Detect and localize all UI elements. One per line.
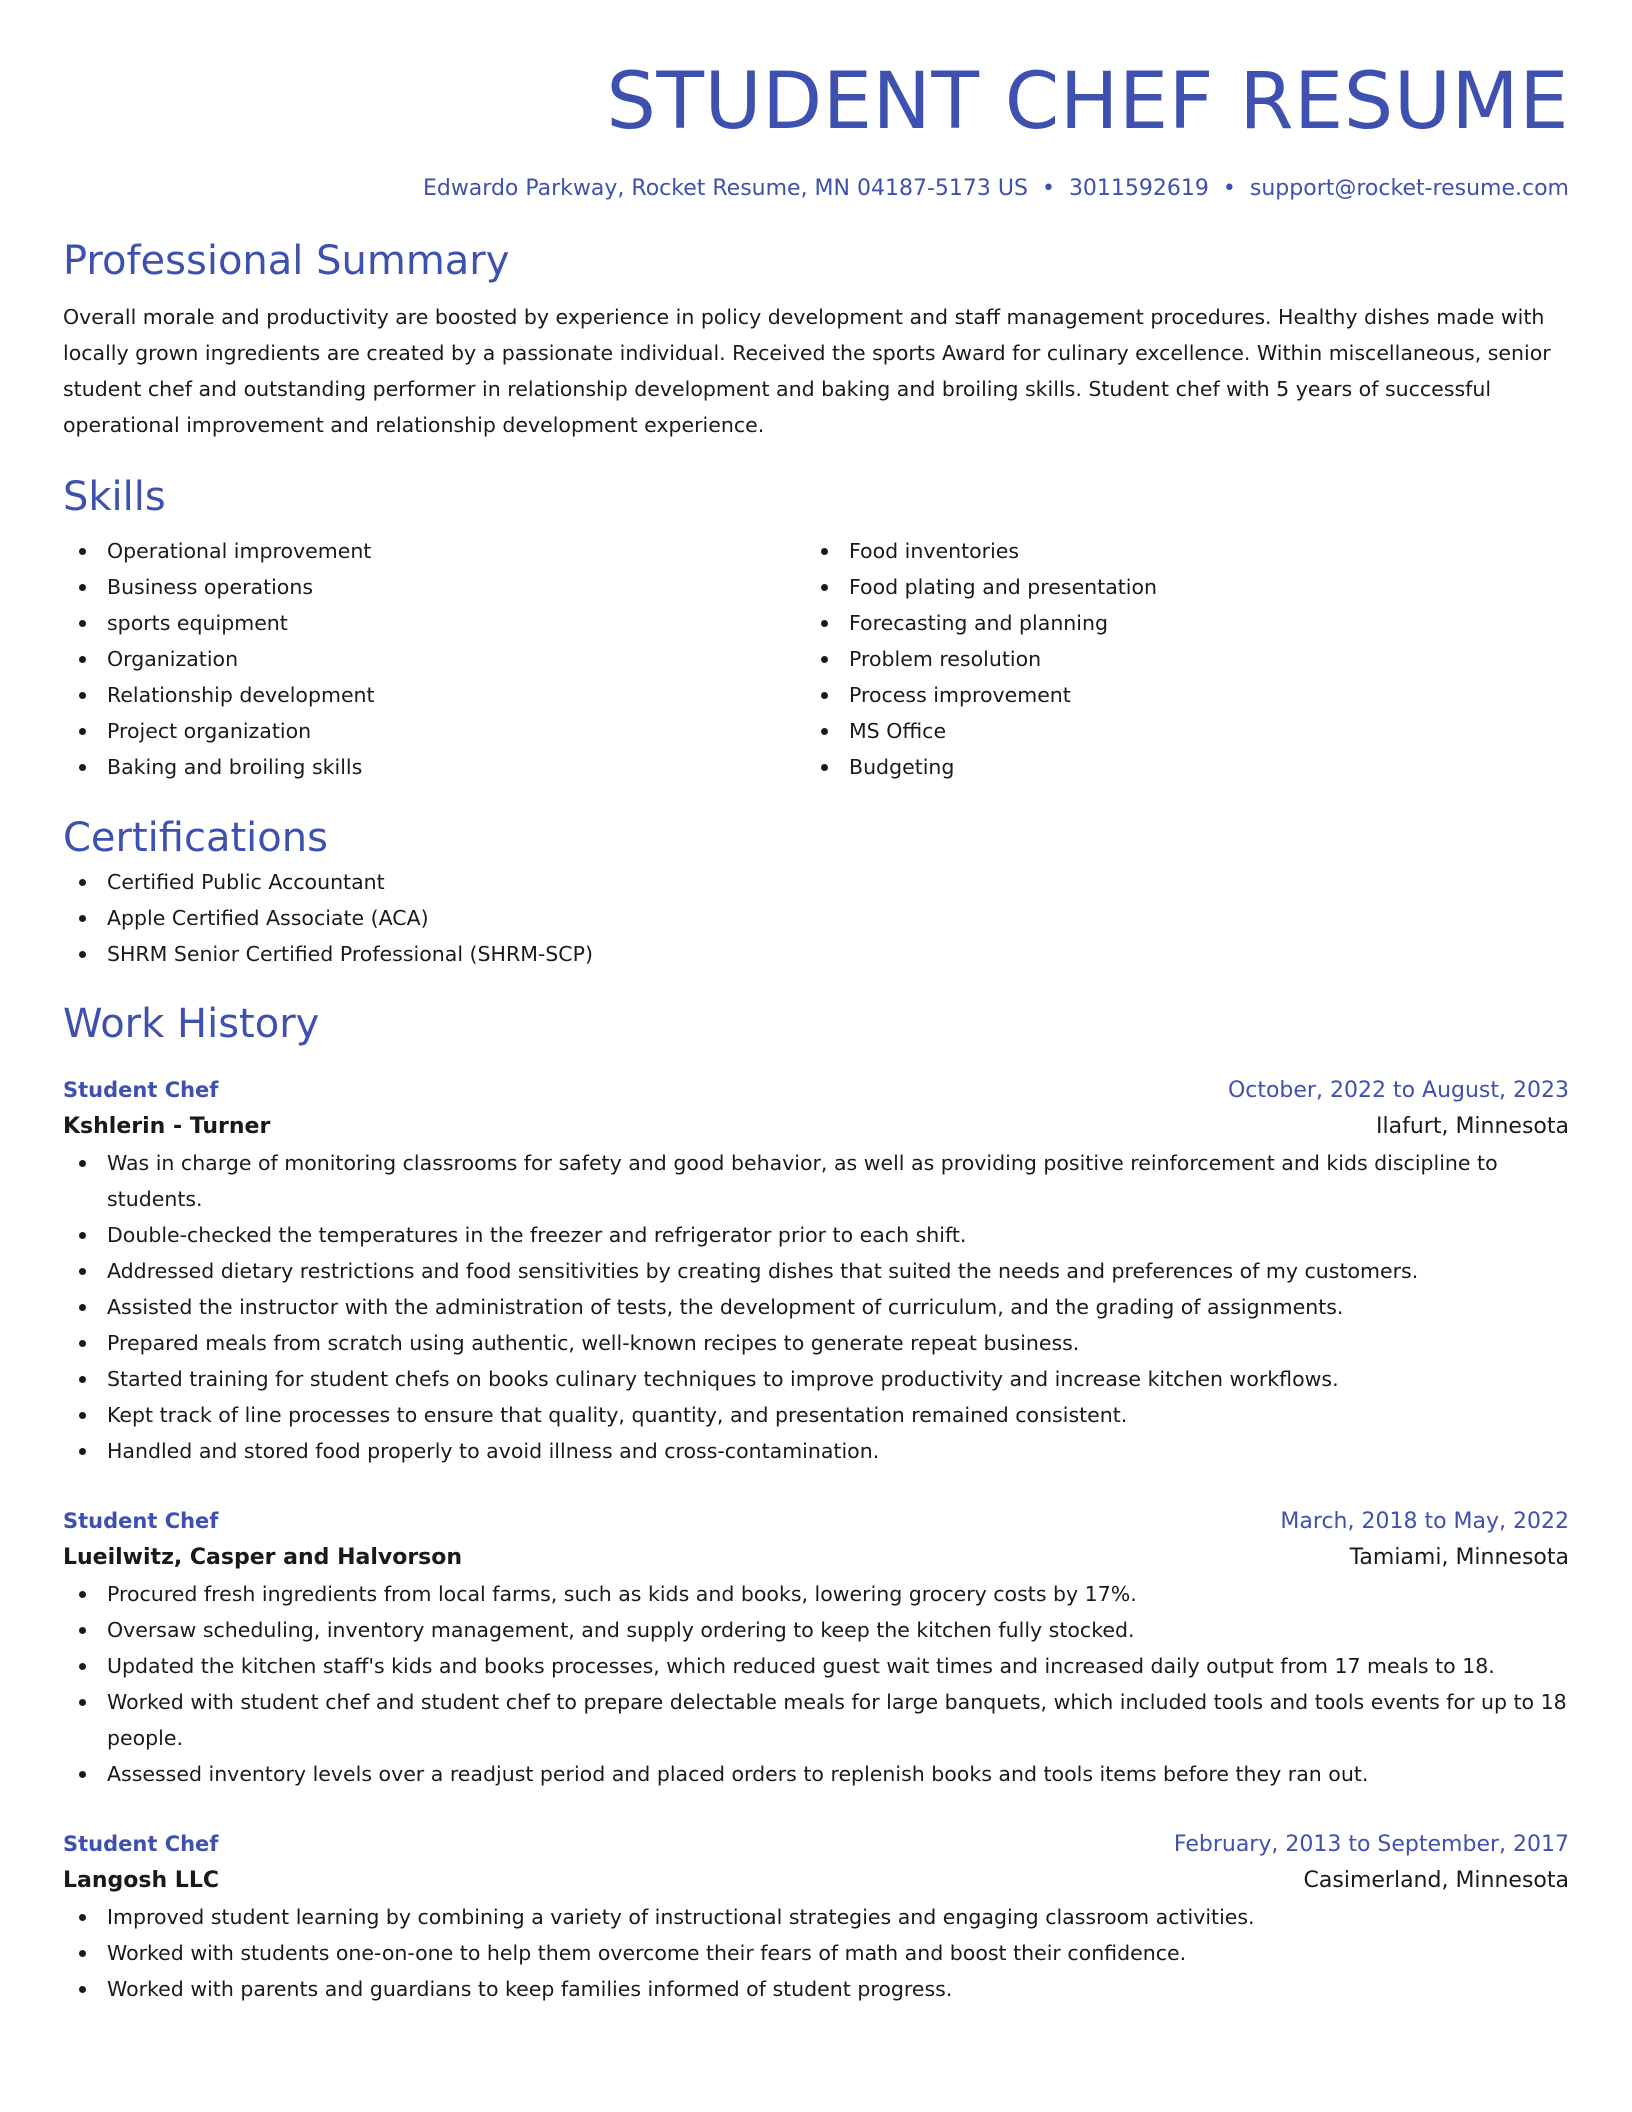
contact-address: Edwardo Parkway, Rocket Resume, MN 04187-5173 US — [422, 176, 1028, 201]
list-item — [63, 1648, 1569, 1684]
bullet-icon — [79, 1268, 86, 1275]
bullet-icon — [79, 1304, 86, 1311]
bullet-icon — [79, 1591, 86, 1598]
list-item — [63, 569, 805, 605]
list-item — [63, 1756, 1569, 1792]
job-location: Ilafurt, Minnesota — [1376, 1114, 1569, 1139]
skill-label: Baking and broiling skills — [107, 755, 363, 779]
duty-text: Prepared meals from scratch using authentic, well-known recipes to generate repeat business. — [107, 1331, 1080, 1355]
list-item — [805, 677, 1547, 713]
duty-text: Worked with students one-on-one to help them overcome their fears of math and boost their confidence. — [107, 1941, 1187, 1965]
duty-text: Addressed dietary restrictions and food sensitivities by creating dishes that suited the needs and preferences of my customers. — [107, 1259, 1419, 1283]
bullet-icon — [821, 656, 828, 663]
duty-text: Started training for student chefs on books culinary techniques to improve productivity and increase kitchen workflows. — [107, 1367, 1339, 1391]
skill-label: Food plating and presentation — [849, 575, 1158, 599]
list-item — [805, 713, 1547, 749]
job-location: Casimerland, Minnesota — [1303, 1868, 1569, 1893]
bullet-icon — [79, 1914, 86, 1921]
job-entry — [63, 1826, 1569, 2007]
summary-heading: Professional Summary — [63, 238, 510, 284]
bullet-icon — [79, 692, 86, 699]
bullet-icon — [79, 1448, 86, 1455]
list-item — [63, 1684, 1569, 1756]
certification-label: Apple Certified Associate (ACA) — [107, 906, 429, 930]
list-item — [63, 900, 1569, 936]
job-dates: October, 2022 to August, 2023 — [1227, 1078, 1569, 1103]
work-history-heading: Work History — [63, 1001, 320, 1047]
list-item — [63, 1253, 1569, 1289]
contact-separator: • — [1222, 176, 1236, 201]
duty-text: Improved student learning by combining a variety of instructional strategies and engaging classroom activities. — [107, 1905, 1255, 1929]
bullet-icon — [79, 951, 86, 958]
bullet-icon — [821, 692, 828, 699]
bullet-icon — [79, 548, 86, 555]
list-item — [63, 677, 805, 713]
skill-label: Organization — [107, 647, 239, 671]
duty-text: Assisted the instructor with the administration of tests, the development of curriculum, and the grading of assignments. — [107, 1295, 1344, 1319]
contact-separator: • — [1041, 176, 1055, 201]
job-duties-list — [63, 1576, 1569, 1792]
job-duties-list — [63, 1899, 1569, 2007]
duty-text: Updated the kitchen staff's kids and books processes, which reduced guest wait times and increased daily output from 17 meals to 18. — [107, 1654, 1495, 1678]
list-item — [63, 1576, 1569, 1612]
skill-label: Budgeting — [849, 755, 955, 779]
bullet-icon — [821, 620, 828, 627]
list-item — [63, 864, 1569, 900]
bullet-icon — [821, 764, 828, 771]
bullet-icon — [79, 764, 86, 771]
skills-list-left — [63, 533, 805, 785]
skills-column-left — [63, 533, 805, 785]
contact-phone: 3011592619 — [1068, 176, 1209, 201]
duty-text: Handled and stored food properly to avoid illness and cross-contamination. — [107, 1439, 880, 1463]
duty-text: Assessed inventory levels over a readjust period and placed orders to replenish books and tools items before they ran out. — [107, 1762, 1369, 1786]
summary-text: Overall morale and productivity are boosted by experience in policy development and staff management procedures. Healthy dishes made with locally grown ingredients are created by a passionate individual. Received the sports Award for culinary excellence. Within miscellaneous, senior student chef and outstanding performer in relationship development and baking and broiling skills. Student chef with 5 years of successful operational improvement and relationship development experience. — [63, 305, 1551, 437]
bullet-icon — [79, 1340, 86, 1347]
bullet-icon — [79, 1376, 86, 1383]
job-company-row — [63, 1109, 1569, 1145]
list-item — [63, 1612, 1569, 1648]
job-title-row — [63, 1503, 1569, 1540]
job-entry — [63, 1503, 1569, 1792]
skill-label: Forecasting and planning — [849, 611, 1109, 635]
job-company: Langosh LLC — [63, 1868, 219, 1893]
list-item — [63, 1217, 1569, 1253]
list-item — [63, 1325, 1569, 1361]
skill-label: sports equipment — [107, 611, 288, 635]
list-item — [63, 1433, 1569, 1469]
job-title: Student Chef — [63, 1509, 219, 1533]
job-location: Tamiami, Minnesota — [1349, 1545, 1569, 1570]
job-dates: February, 2013 to September, 2017 — [1173, 1832, 1569, 1857]
job-title: Student Chef — [63, 1078, 219, 1102]
work-history-section — [63, 998, 1569, 2007]
bullet-icon — [79, 728, 86, 735]
contact-line — [63, 174, 1569, 204]
list-item — [63, 1289, 1569, 1325]
list-item — [63, 749, 805, 785]
resume-header — [63, 0, 1569, 204]
certifications-list — [63, 864, 1569, 972]
bullet-icon — [79, 1627, 86, 1634]
job-company-row — [63, 1540, 1569, 1576]
skills-column-right — [805, 533, 1547, 785]
list-item — [63, 1397, 1569, 1433]
skill-label: Problem resolution — [849, 647, 1042, 671]
list-item — [805, 641, 1547, 677]
list-item — [63, 1361, 1569, 1397]
skill-label: Relationship development — [107, 683, 375, 707]
certifications-heading: Certifications — [63, 815, 328, 861]
duty-text: Double-checked the temperatures in the freezer and refrigerator prior to each shift. — [107, 1223, 967, 1247]
list-item — [805, 569, 1547, 605]
bullet-icon — [79, 1232, 86, 1239]
job-dates: March, 2018 to May, 2022 — [1280, 1509, 1569, 1534]
job-entry — [63, 1072, 1569, 1469]
skills-heading: Skills — [63, 474, 166, 520]
bullet-icon — [79, 1699, 86, 1706]
bullet-icon — [79, 1412, 86, 1419]
summary-section — [63, 235, 1569, 443]
skill-label: Food inventories — [849, 539, 1020, 563]
bullet-icon — [79, 1986, 86, 1993]
list-item — [63, 713, 805, 749]
bullet-icon — [79, 620, 86, 627]
duty-text: Procured fresh ingredients from local farms, such as kids and books, lowering grocery costs by 17%. — [107, 1582, 1137, 1606]
job-company: Kshlerin - Turner — [63, 1114, 271, 1139]
list-item — [63, 533, 805, 569]
contact-email: support@rocket-resume.com — [1249, 176, 1569, 201]
skill-label: Process improvement — [849, 683, 1071, 707]
list-item — [805, 605, 1547, 641]
list-item — [63, 1971, 1569, 2007]
bullet-icon — [79, 1663, 86, 1670]
duty-text: Worked with parents and guardians to keep families informed of student progress. — [107, 1977, 953, 2001]
bullet-icon — [821, 584, 828, 591]
job-title: Student Chef — [63, 1832, 219, 1856]
bullet-icon — [79, 915, 86, 922]
list-item — [805, 533, 1547, 569]
job-title-row — [63, 1072, 1569, 1109]
list-item — [63, 1899, 1569, 1935]
certification-label: Certified Public Accountant — [107, 870, 385, 894]
skill-label: Operational improvement — [107, 539, 372, 563]
list-item — [63, 1935, 1569, 1971]
bullet-icon — [79, 879, 86, 886]
list-item — [63, 936, 1569, 972]
skills-section — [63, 471, 1569, 785]
bullet-icon — [79, 1771, 86, 1778]
skill-label: Project organization — [107, 719, 312, 743]
skills-list-right — [805, 533, 1547, 785]
job-company-row — [63, 1863, 1569, 1899]
bullet-icon — [821, 548, 828, 555]
duty-text: Worked with student chef and student chef to prepare delectable meals for large banquets, which included tools and tools events for up to 18 people. — [107, 1690, 1567, 1750]
certifications-section — [63, 812, 1569, 972]
duty-text: Oversaw scheduling, inventory management, and supply ordering to keep the kitchen fully stocked. — [107, 1618, 1135, 1642]
job-company: Lueilwitz, Casper and Halvorson — [63, 1545, 463, 1570]
bullet-icon — [79, 1950, 86, 1957]
skill-label: Business operations — [107, 575, 314, 599]
bullet-icon — [821, 728, 828, 735]
duty-text: Was in charge of monitoring classrooms for safety and good behavior, as well as providing positive reinforcement and kids discipline to students. — [107, 1151, 1498, 1211]
certification-label: SHRM Senior Certified Professional (SHRM-SCP) — [107, 942, 593, 966]
list-item — [805, 749, 1547, 785]
job-duties-list — [63, 1145, 1569, 1469]
bullet-icon — [79, 1160, 86, 1167]
skills-columns — [63, 533, 1569, 785]
resume-name: STUDENT CHEF RESUME — [606, 57, 1569, 147]
bullet-icon — [79, 656, 86, 663]
skill-label: MS Office — [849, 719, 947, 743]
list-item — [63, 641, 805, 677]
job-title-row — [63, 1826, 1569, 1863]
duty-text: Kept track of line processes to ensure that quality, quantity, and presentation remained consistent. — [107, 1403, 1128, 1427]
list-item — [63, 605, 805, 641]
list-item — [63, 1145, 1569, 1217]
bullet-icon — [79, 584, 86, 591]
